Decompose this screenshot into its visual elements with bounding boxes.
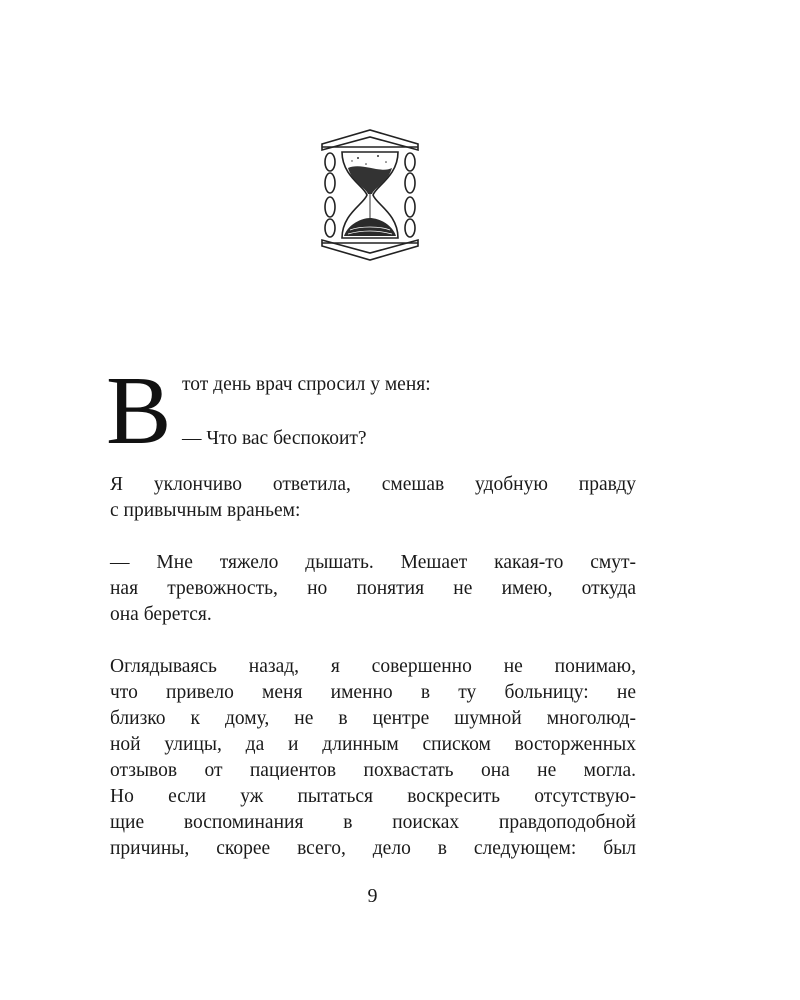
text-line: Я уклончиво ответила, смешав удобную правду	[110, 474, 636, 495]
first-line: тот день врач спросил у меня:	[182, 374, 431, 395]
doctor-question: — Что вас беспокоит?	[182, 428, 367, 449]
text-line: она берется.	[110, 604, 212, 625]
text-line: Оглядываясь назад, я совершенно не понимаю,	[110, 656, 636, 677]
paragraph-2	[110, 472, 636, 524]
paragraph-4	[110, 654, 636, 862]
text-line: что привело меня именно в ту больницу: не	[110, 682, 636, 703]
text-line: щие воспоминания в поисках правдоподобной	[110, 812, 636, 833]
hourglass-icon	[318, 128, 422, 262]
opening-paragraph	[106, 357, 636, 465]
text-line: ной улицы, да и длинным списком восторженных	[110, 734, 636, 755]
paragraph-3	[110, 550, 636, 628]
text-line: Но если уж пытаться воскресить отсутствую-	[110, 786, 636, 807]
text-line: ная тревожность, но понятия не имею, откуда	[110, 578, 636, 599]
page-number: 9	[367, 885, 378, 907]
text-line: — Мне тяжело дышать. Мешает какая-то смут-	[110, 552, 636, 573]
text-line: с привычным враньем:	[110, 500, 301, 521]
text-line: причины, скорее всего, дело в следующем: был	[110, 838, 636, 859]
text-body	[106, 357, 636, 888]
text-line: близко к дому, не в центре шумной многолюд-	[110, 708, 636, 729]
text-line: отзывов от пациентов похвастать она не могла.	[110, 760, 636, 781]
drop-cap: В	[106, 357, 172, 465]
